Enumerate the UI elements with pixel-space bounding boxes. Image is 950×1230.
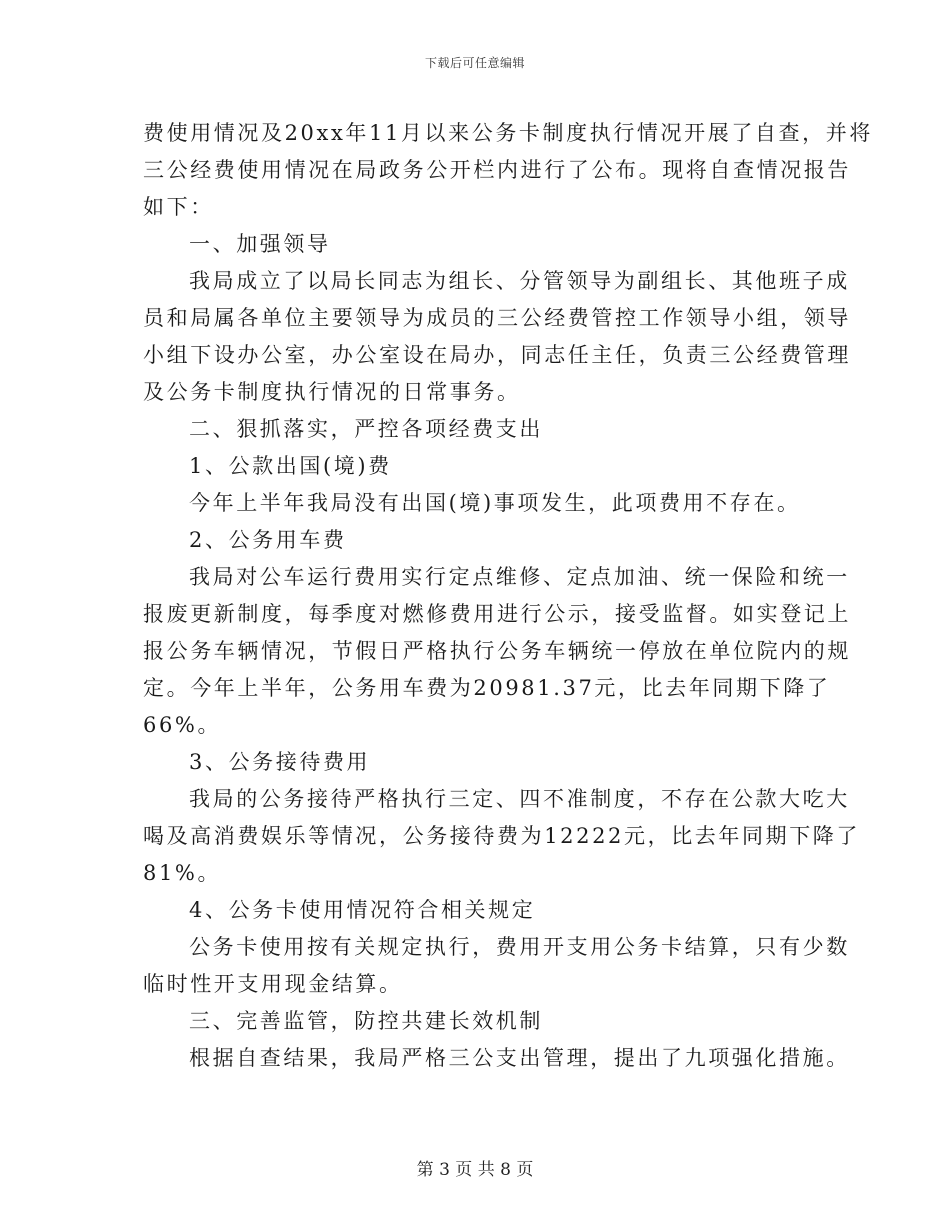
text-line: 小组下设办公室，办公室设在局办，同志任主任，负责三公经费管理 [143, 343, 851, 367]
text-line: 3、公务接待费用 [189, 750, 371, 774]
text-line: 我局对公车运行费用实行定点维修、定点加油、统一保险和统一 [189, 565, 850, 589]
header-note: 下载后可任意编辑 [424, 56, 525, 70]
text-line: 三公经费使用情况在局政务公开栏内进行了公布。现将自查情况报告 [143, 158, 851, 182]
text-line: 4、公务卡使用情况符合相关规定 [189, 898, 536, 922]
page-footer: 第 3 页 共 8 页 [416, 1160, 534, 1180]
text-line: 及公务卡制度执行情况的日常事务。 [143, 380, 521, 404]
text-line: 报公务车辆情况，节假日严格执行公务车辆统一停放在单位院内的规 [143, 639, 851, 663]
text-line: 费使用情况及20xx年11月以来公务卡制度执行情况开展了自查，并将 [143, 121, 873, 145]
text-line: 我局成立了以局长同志为组长、分管领导为副组长、其他班子成 [189, 269, 850, 293]
text-line: 喝及高消费娱乐等情况，公务接待费为12222元，比去年同期下降了 [143, 824, 861, 848]
text-line: 我局的公务接待严格执行三定、四不准制度，不存在公款大吃大 [189, 787, 850, 811]
text-line: 1、公款出国(境)费 [189, 454, 392, 478]
text-line: 一、加强领导 [189, 232, 331, 256]
text-line: 公务卡使用按有关规定执行，费用开支用公务卡结算，只有少数 [189, 935, 850, 959]
text-line: 66%。 [143, 713, 222, 737]
text-line: 二、狠抓落实，严控各项经费支出 [189, 417, 543, 441]
text-line: 今年上半年我局没有出国(境)事项发生，此项费用不存在。 [189, 491, 801, 515]
text-line: 员和局属各单位主要领导为成员的三公经费管控工作领导小组，领导 [143, 306, 851, 330]
text-line: 81%。 [143, 861, 222, 885]
text-line: 三、完善监管，防控共建长效机制 [189, 1009, 543, 1033]
text-line: 报废更新制度，每季度对燃修费用进行公示，接受监督。如实登记上 [143, 602, 851, 626]
text-line: 定。今年上半年，公务用车费为20981.37元，比去年同期下降了 [143, 676, 831, 700]
text-line: 2、公务用车费 [189, 528, 347, 552]
document-body [143, 115, 873, 1077]
text-line: 如下： [143, 195, 214, 219]
text-line: 临时性开支用现金结算。 [143, 972, 403, 996]
text-line: 根据自查结果，我局严格三公支出管理，提出了九项强化措施。 [189, 1046, 850, 1070]
